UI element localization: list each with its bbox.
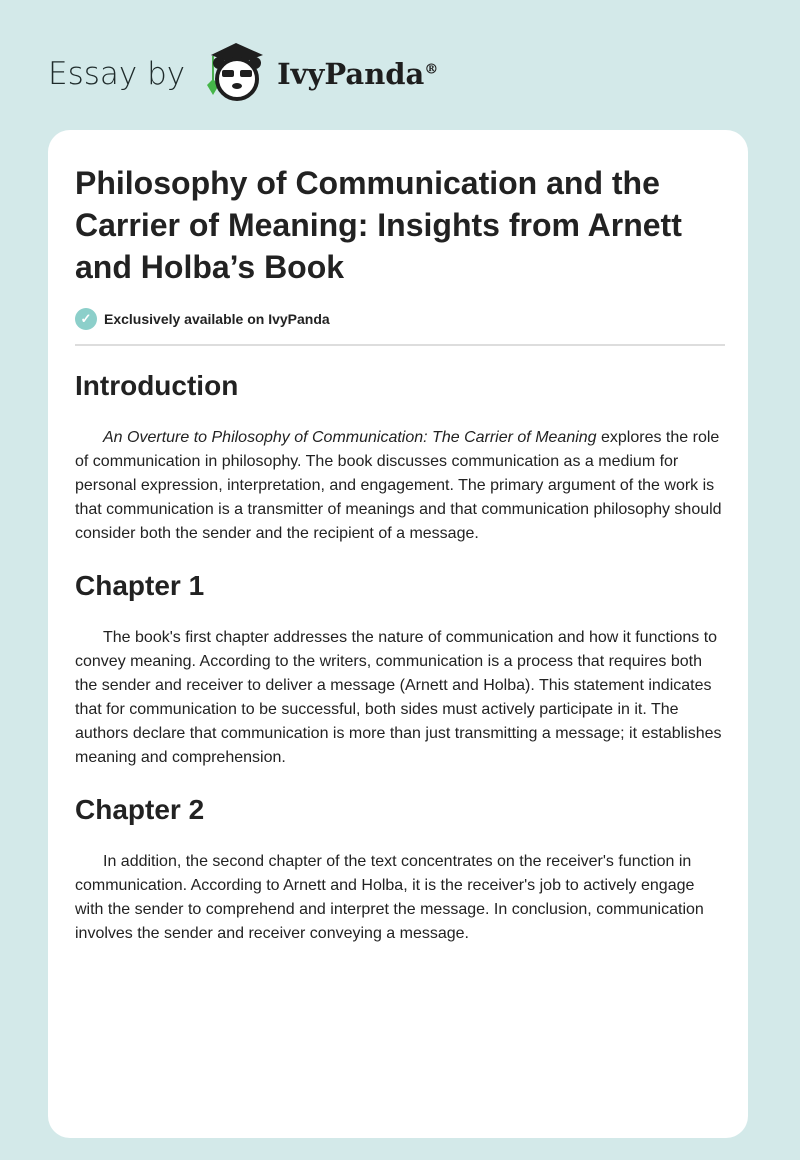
- essay-title: Philosophy of Communication and the Carrier of Meaning: Insights from Arnett and Holba’s Book: [75, 165, 682, 285]
- brand-header: [48, 44, 438, 104]
- section-paragraph: The book's first chapter addresses the nature of communication and how it functions to convey meaning. According to the writers, communication is a process that requires both the sender and receiver to deliver a message (Arnett and Holba). This statement indicates that for communication to be successful, both sides must actively participate in it. The authors declare that communication is more than just transmitting a message; it establishes meaning and comprehension.: [75, 629, 722, 766]
- panda-logo-icon[interactable]: [203, 39, 269, 110]
- section-heading: Chapter 1: [75, 570, 205, 601]
- section-paragraph: In addition, the second chapter of the text concentrates on the receiver's function in communication. According to Arnett and Holba, it is the receiver's job to actively engage with the sender to comprehend and interpret the message. In conclusion, communication involves the sender and receiver conveying a message.: [75, 853, 704, 942]
- logo-text[interactable]: IvyPanda®: [277, 57, 439, 91]
- essay-by-label: Essay by: [48, 56, 186, 92]
- check-icon: ✓: [75, 308, 97, 330]
- exclusive-label: Exclusively available on IvyPanda: [104, 311, 330, 327]
- exclusive-badge: [75, 308, 725, 330]
- section-heading: Chapter 2: [75, 794, 205, 825]
- book-title: An Overture to Philosophy of Communication: The Carrier of Meaning: [103, 429, 597, 446]
- section-heading: Introduction: [75, 370, 239, 401]
- essay-card: [48, 130, 748, 1138]
- divider: [75, 344, 725, 346]
- section-paragraph: An Overture to Philosophy of Communication: The Carrier of Meaning explores the role of communication in philosophy. The book discusses communication as a medium for personal expression, interpretation, and engagement. The primary argument of the work is that communication is a transmitter of meanings and that communication philosophy should consider both the sender and the recipient of a message.: [75, 429, 722, 542]
